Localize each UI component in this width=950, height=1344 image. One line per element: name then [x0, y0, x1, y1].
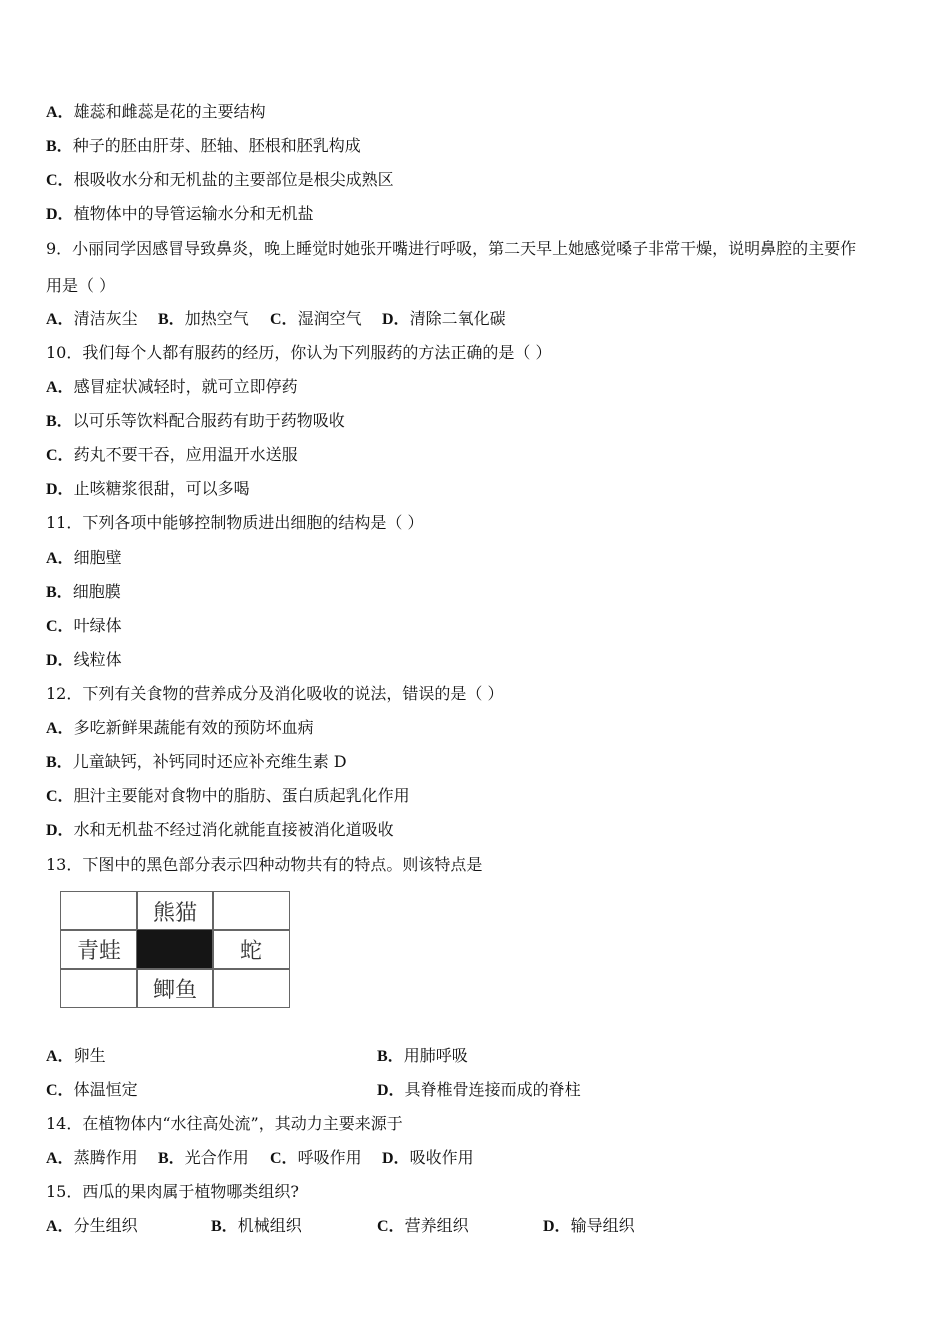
- q15-stem: 15．西瓜的果肉属于植物哪类组织?: [46, 1182, 299, 1201]
- q11-option-c: C．叶绿体: [46, 616, 122, 635]
- q8-option-b: B．种子的胚由肝芽、胚轴、胚根和胚乳构成: [46, 136, 361, 155]
- q14-option-a: A．蒸腾作用: [46, 1148, 138, 1167]
- q10-option-a: A．感冒症状减轻时，就可立即停药: [46, 377, 298, 396]
- q13-option-d: D．具脊椎骨连接而成的脊柱: [377, 1080, 581, 1099]
- q15-option-b: B．机械组织: [211, 1216, 302, 1235]
- q14-option-d: D．吸收作用: [382, 1148, 474, 1167]
- q9-stem-line2: 用是（ ）: [46, 276, 116, 295]
- q10-option-b: B．以可乐等饮料配合服药有助于药物吸收: [46, 411, 345, 430]
- q9-option-c: C．湿润空气: [270, 309, 362, 328]
- q10-option-c: C．药丸不要干吞，应用温开水送服: [46, 445, 298, 464]
- q11-option-b: B．细胞膜: [46, 582, 121, 601]
- q12-option-c: C．胆汁主要能对食物中的脂肪、蛋白质起乳化作用: [46, 786, 410, 805]
- q14-stem: 14．在植物体内“水往高处流”，其动力主要来源于: [46, 1114, 403, 1133]
- q12-option-d: D．水和无机盐不经过消化就能直接被消化道吸收: [46, 820, 394, 839]
- q13-animal-diagram: [60, 891, 290, 1008]
- q13-option-a: A．卵生: [46, 1046, 106, 1065]
- diagram-cell-empty: [212, 891, 290, 931]
- q11-stem: 11．下列各项中能够控制物质进出细胞的结构是（ ）: [46, 513, 424, 532]
- q9-option-d: D．清除二氧化碳: [382, 309, 506, 328]
- q15-option-a: A．分生组织: [46, 1216, 138, 1235]
- q12-stem: 12．下列有关食物的营养成分及消化吸收的说法，错误的是（ ）: [46, 684, 504, 703]
- q13-option-c: C．体温恒定: [46, 1080, 138, 1099]
- diagram-cell-frog: 青蛙: [60, 929, 138, 970]
- q15-option-c: C．营养组织: [377, 1216, 469, 1235]
- diagram-cell-crucian: 鲫鱼: [136, 968, 214, 1008]
- diagram-cell-snake: 蛇: [212, 929, 290, 970]
- q8-option-c: C．根吸收水分和无机盐的主要部位是根尖成熟区: [46, 170, 394, 189]
- q12-option-a: A．多吃新鲜果蔬能有效的预防坏血病: [46, 718, 314, 737]
- q9-option-a: A．清洁灰尘: [46, 309, 138, 328]
- diagram-cell-empty: [60, 891, 138, 931]
- diagram-cell-empty: [60, 968, 138, 1008]
- q9-option-b: B．加热空气: [158, 309, 249, 328]
- q14-option-b: B．光合作用: [158, 1148, 249, 1167]
- diagram-center-black: [136, 929, 214, 970]
- q13-option-b: B．用肺呼吸: [377, 1046, 468, 1065]
- q9-stem-line1: 9．小丽同学因感冒导致鼻炎，晚上睡觉时她张开嘴进行呼吸，第二天早上她感觉嗓子非常干燥，说明鼻腔的主要作: [46, 239, 857, 258]
- q8-option-a: A．雄蕊和雌蕊是花的主要结构: [46, 102, 266, 121]
- q12-option-b: B．儿童缺钙，补钙同时还应补充维生素 D: [46, 752, 347, 771]
- q11-option-a: A．细胞壁: [46, 548, 122, 567]
- q15-option-d: D．输导组织: [543, 1216, 635, 1235]
- q8-option-d: D．植物体中的导管运输水分和无机盐: [46, 204, 314, 223]
- diagram-cell-empty: [212, 968, 290, 1008]
- q11-option-d: D．线粒体: [46, 650, 122, 669]
- q10-stem: 10．我们每个人都有服药的经历，你认为下列服药的方法正确的是（ ）: [46, 343, 552, 362]
- q13-stem: 13．下图中的黑色部分表示四种动物共有的特点。则该特点是: [46, 855, 483, 874]
- diagram-cell-panda: 熊猫: [136, 891, 214, 931]
- q10-option-d: D．止咳糖浆很甜，可以多喝: [46, 479, 250, 498]
- q14-option-c: C．呼吸作用: [270, 1148, 362, 1167]
